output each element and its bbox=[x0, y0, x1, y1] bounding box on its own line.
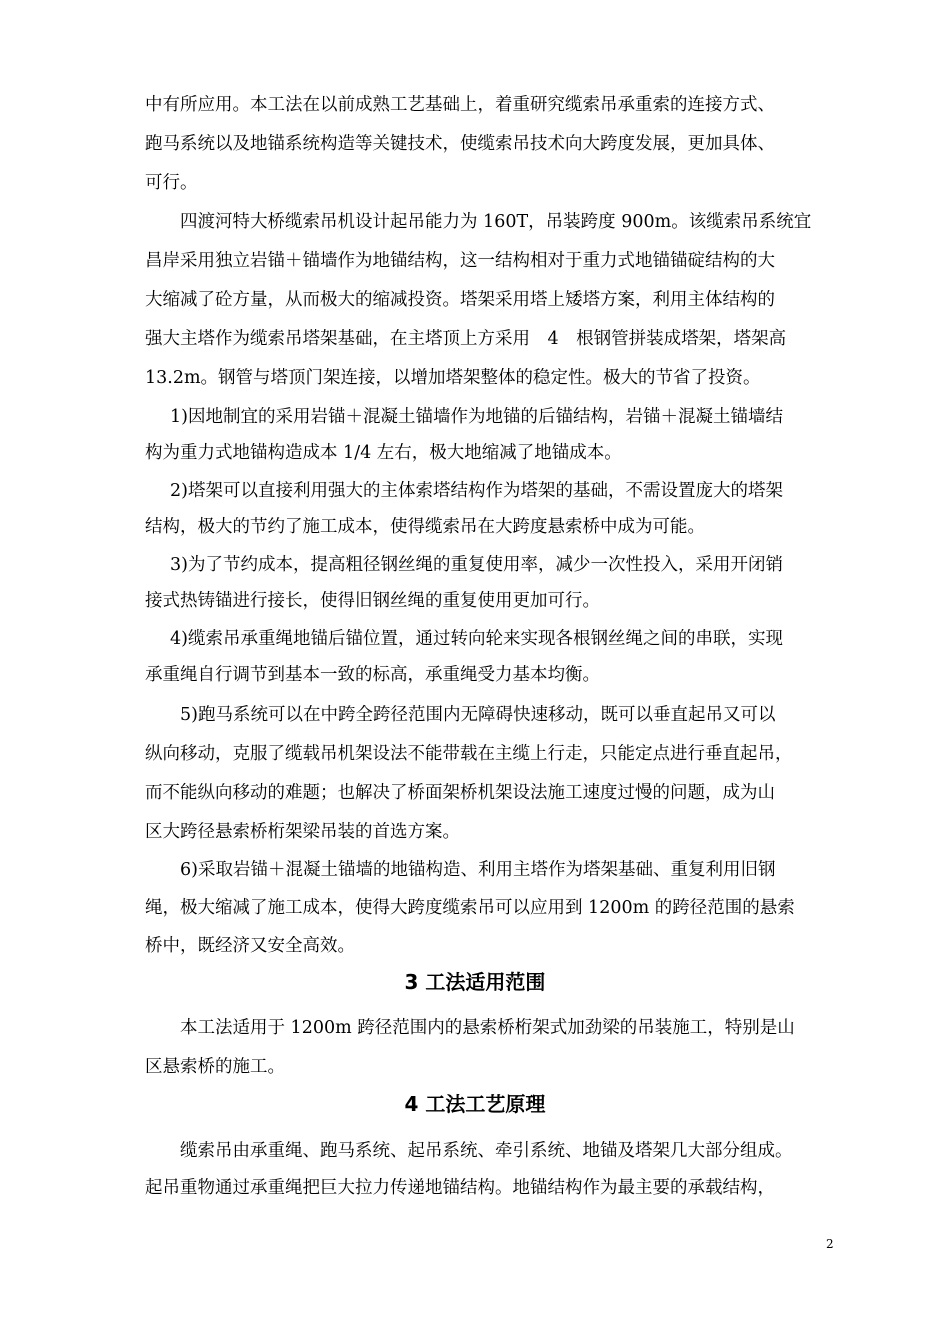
text-line: 区悬索桥的施工。 bbox=[145, 1057, 285, 1077]
text-line: 1)因地制宜的采用岩锚＋混凝土锚墙作为地锚的后锚结构，岩锚＋混凝土锚墙结 bbox=[170, 407, 783, 427]
text-line: 5)跑马系统可以在中跨全跨径范围内无障碍快速移动，既可以垂直起吊又可以 bbox=[180, 705, 776, 725]
text-line: 四渡河特大桥缆索吊机设计起吊能力为 160T，吊装跨度 900m。该缆索吊系统宜 bbox=[180, 212, 812, 232]
text-line: 可行。 bbox=[145, 173, 198, 193]
text-line: 3)为了节约成本，提高粗径钢丝绳的重复使用率，减少一次性投入，采用开闭销 bbox=[170, 555, 783, 575]
text-line: 强大主塔作为缆索吊塔架基础，在主塔顶上方采用 4 根钢管拼装成塔架，塔架高 bbox=[145, 329, 787, 349]
section-heading: 4 工法工艺原理 bbox=[404, 1092, 546, 1116]
text-line: 本工法适用于 1200m 跨径范围内的悬索桥桁架式加劲梁的吊装施工，特别是山 bbox=[180, 1018, 795, 1038]
text-line: 接式热铸锚进行接长，使得旧钢丝绳的重复使用更加可行。 bbox=[145, 591, 600, 611]
text-line: 结构，极大的节约了施工成本，使得缆索吊在大跨度悬索桥中成为可能。 bbox=[145, 517, 705, 537]
text-line: 承重绳自行调节到基本一致的标高，承重绳受力基本均衡。 bbox=[145, 665, 600, 685]
text-line: 昌岸采用独立岩锚＋锚墙作为地锚结构，这一结构相对于重力式地锚锚碇结构的大 bbox=[145, 251, 775, 271]
text-line: 2)塔架可以直接利用强大的主体索塔结构作为塔架的基础，不需设置庞大的塔架 bbox=[170, 481, 783, 501]
text-line: 纵向移动，克服了缆载吊机架设法不能带载在主缆上行走，只能定点进行垂直起吊， bbox=[145, 744, 793, 764]
text-line: 6)采取岩锚＋混凝土锚墙的地锚构造、利用主塔作为塔架基础、重复利用旧钢 bbox=[180, 860, 776, 880]
text-line: 起吊重物通过承重绳把巨大拉力传递地锚结构。地锚结构作为最主要的承载结构， bbox=[145, 1178, 775, 1198]
section-heading: 3 工法适用范围 bbox=[404, 970, 546, 994]
text-line: 跑马系统以及地锚系统构造等关键技术，使缆索吊技术向大跨度发展，更加具体、 bbox=[145, 134, 775, 154]
text-line: 区大跨径悬索桥桁架梁吊装的首选方案。 bbox=[145, 822, 460, 842]
text-line: 中有所应用。本工法在以前成熟工艺基础上，着重研究缆索吊承重索的连接方式、 bbox=[145, 95, 775, 115]
page-number: 2 bbox=[826, 1237, 834, 1251]
text-line: 4)缆索吊承重绳地锚后锚位置，通过转向轮来实现各根钢丝绳之间的串联，实现 bbox=[170, 629, 783, 649]
text-line: 大缩减了砼方量，从而极大的缩减投资。塔架采用塔上矮塔方案，利用主体结构的 bbox=[145, 290, 775, 310]
text-line: 绳，极大缩减了施工成本，使得大跨度缆索吊可以应用到 1200m 的跨径范围的悬索 bbox=[145, 898, 795, 918]
text-line: 桥中，既经济又安全高效。 bbox=[145, 936, 355, 956]
text-line: 而不能纵向移动的难题；也解决了桥面架桥机架设法施工速度过慢的问题，成为山 bbox=[145, 783, 775, 803]
text-line: 13.2m。钢管与塔顶门架连接，以增加塔架整体的稳定性。极大的节省了投资。 bbox=[145, 368, 761, 388]
text-line: 构为重力式地锚构造成本 1/4 左右，极大地缩减了地锚成本。 bbox=[145, 443, 622, 463]
text-line: 缆索吊由承重绳、跑马系统、起吊系统、牵引系统、地锚及塔架几大部分组成。 bbox=[180, 1141, 793, 1161]
